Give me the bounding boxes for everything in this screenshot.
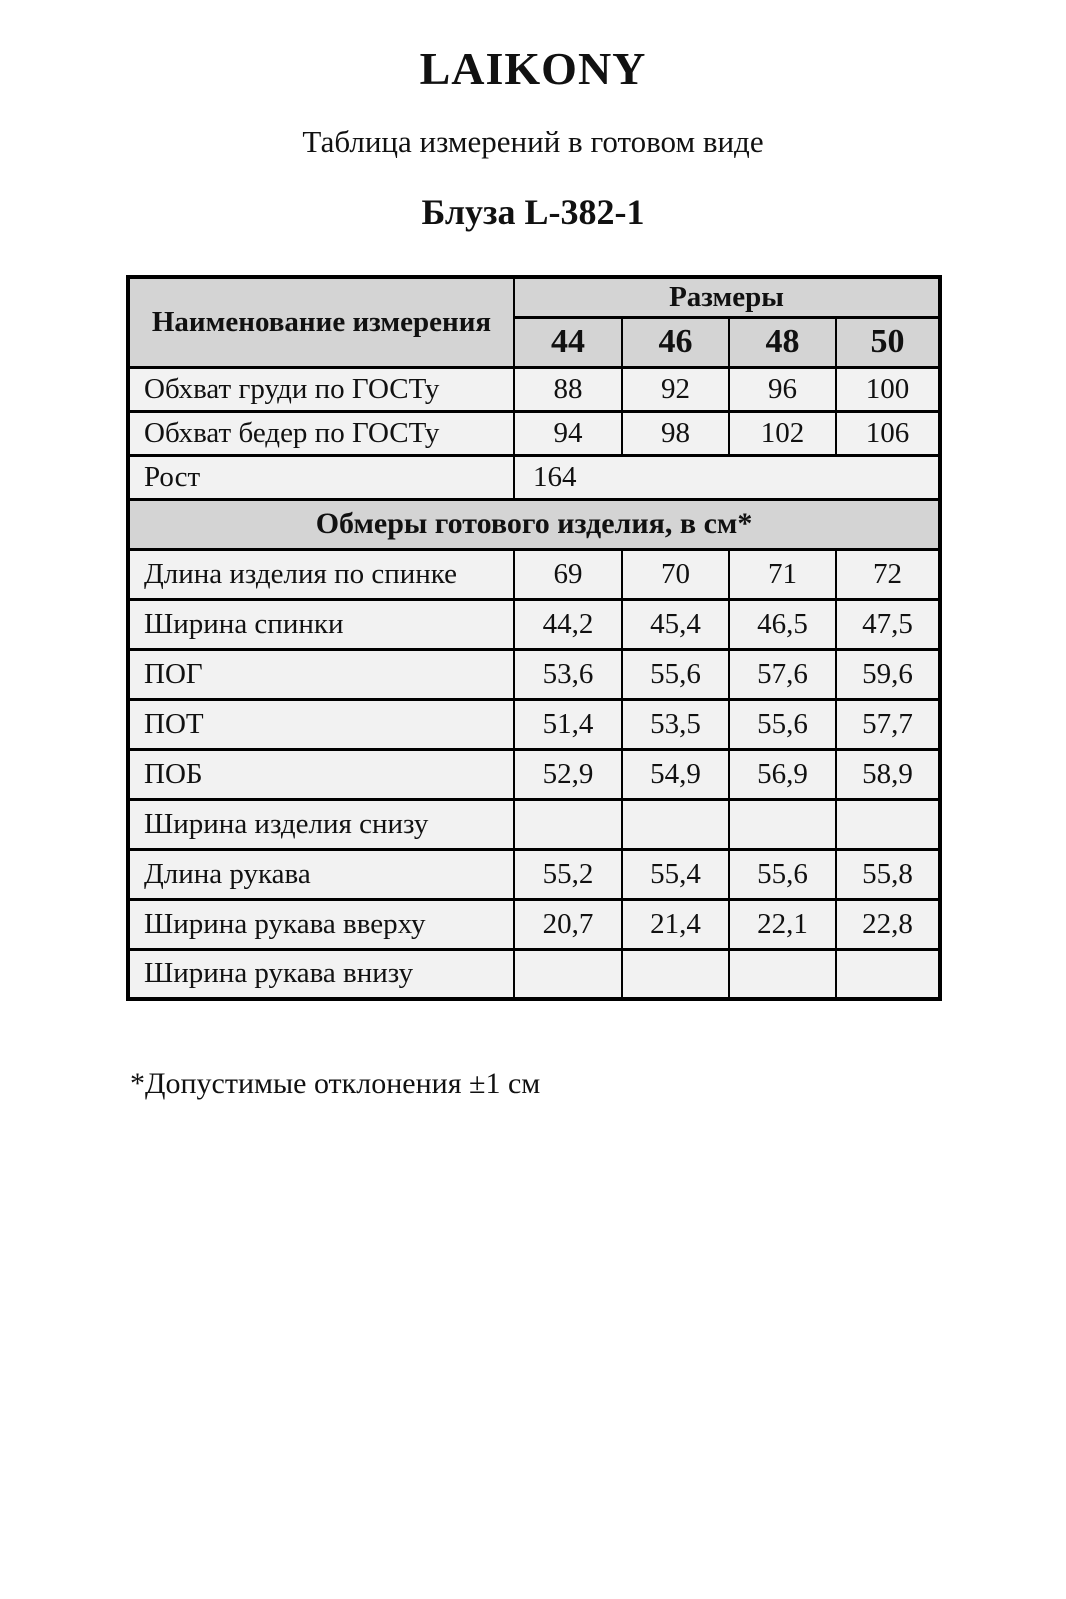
table-row: [128, 599, 940, 649]
row-label: Ширина рукава вверху: [128, 899, 514, 949]
value-cell: 55,8: [836, 849, 940, 899]
table-row: [128, 455, 940, 499]
column-header-measurement-name: Наименование измерения: [128, 277, 514, 367]
value-cell: 54,9: [622, 749, 729, 799]
value-cell: 98: [622, 411, 729, 455]
section-header-row-group: [128, 499, 940, 549]
row-label: Длина изделия по спинке: [128, 549, 514, 599]
value-cell: 21,4: [622, 899, 729, 949]
row-label: ПОБ: [128, 749, 514, 799]
row-label: Ширина спинки: [128, 599, 514, 649]
value-cell: 94: [514, 411, 622, 455]
column-header-sizes: Размеры: [514, 277, 940, 317]
value-cell: [729, 799, 836, 849]
table-row: [128, 549, 940, 599]
value-cell: 51,4: [514, 699, 622, 749]
tolerance-footnote: *Допустимые отклонения ±1 см: [130, 1067, 541, 1100]
row-label: Ширина рукава внизу: [128, 949, 514, 999]
table-row: [128, 649, 940, 699]
value-cell: 102: [729, 411, 836, 455]
height-row-section: [128, 455, 940, 499]
value-cell: 22,1: [729, 899, 836, 949]
size-header: 46: [622, 317, 729, 367]
product-title: Блуза L-382-1: [421, 192, 645, 232]
value-cell: 55,6: [729, 699, 836, 749]
value-cell: 55,6: [622, 649, 729, 699]
value-cell: [836, 799, 940, 849]
value-cell: 53,5: [622, 699, 729, 749]
row-label: Длина рукава: [128, 849, 514, 899]
value-cell: 88: [514, 367, 622, 411]
document-subtitle: Таблица измерений в готовом виде: [302, 124, 764, 159]
measure-rows-section: [128, 549, 940, 999]
row-label: Обхват бедер по ГОСТу: [128, 411, 514, 455]
value-cell: 92: [622, 367, 729, 411]
value-cell: 70: [622, 549, 729, 599]
value-cell: 47,5: [836, 599, 940, 649]
value-cell: [514, 949, 622, 999]
value-cell: 71: [729, 549, 836, 599]
measurement-table: [126, 275, 942, 1001]
value-cell: 55,6: [729, 849, 836, 899]
table-row: [128, 367, 940, 411]
row-label: ПОТ: [128, 699, 514, 749]
value-cell: 100: [836, 367, 940, 411]
value-cell: 58,9: [836, 749, 940, 799]
value-cell: 57,6: [729, 649, 836, 699]
value-cell: 57,7: [836, 699, 940, 749]
table-row: [128, 749, 940, 799]
section-header-cell: Обмеры готового изделия, в см*: [128, 499, 940, 549]
value-cell: [622, 799, 729, 849]
value-cell: 55,4: [622, 849, 729, 899]
value-cell: [514, 799, 622, 849]
value-cell: 164: [514, 455, 940, 499]
value-cell: 20,7: [514, 899, 622, 949]
row-label: Рост: [128, 455, 514, 499]
section-header-row: [128, 499, 940, 549]
size-header: 50: [836, 317, 940, 367]
table-row: [128, 699, 940, 749]
value-cell: 22,8: [836, 899, 940, 949]
value-cell: 53,6: [514, 649, 622, 699]
value-cell: 55,2: [514, 849, 622, 899]
table-row: [128, 411, 940, 455]
value-cell: 106: [836, 411, 940, 455]
value-cell: 52,9: [514, 749, 622, 799]
value-cell: 46,5: [729, 599, 836, 649]
table-row: [128, 849, 940, 899]
size-header: 44: [514, 317, 622, 367]
header-row-sizes-title: [128, 277, 940, 317]
row-label: Ширина изделия снизу: [128, 799, 514, 849]
gost-rows-section: [128, 367, 940, 455]
table-row: [128, 899, 940, 949]
brand-title: LAIKONY: [419, 43, 647, 94]
value-cell: [622, 949, 729, 999]
row-label: ПОГ: [128, 649, 514, 699]
value-cell: 45,4: [622, 599, 729, 649]
row-label: Обхват груди по ГОСТу: [128, 367, 514, 411]
value-cell: 56,9: [729, 749, 836, 799]
value-cell: [836, 949, 940, 999]
table-row: [128, 799, 940, 849]
table-row: [128, 949, 940, 999]
value-cell: 96: [729, 367, 836, 411]
table-header-section: [128, 277, 940, 367]
size-header: 48: [729, 317, 836, 367]
value-cell: 59,6: [836, 649, 940, 699]
value-cell: 69: [514, 549, 622, 599]
value-cell: 44,2: [514, 599, 622, 649]
value-cell: 72: [836, 549, 940, 599]
value-cell: [729, 949, 836, 999]
